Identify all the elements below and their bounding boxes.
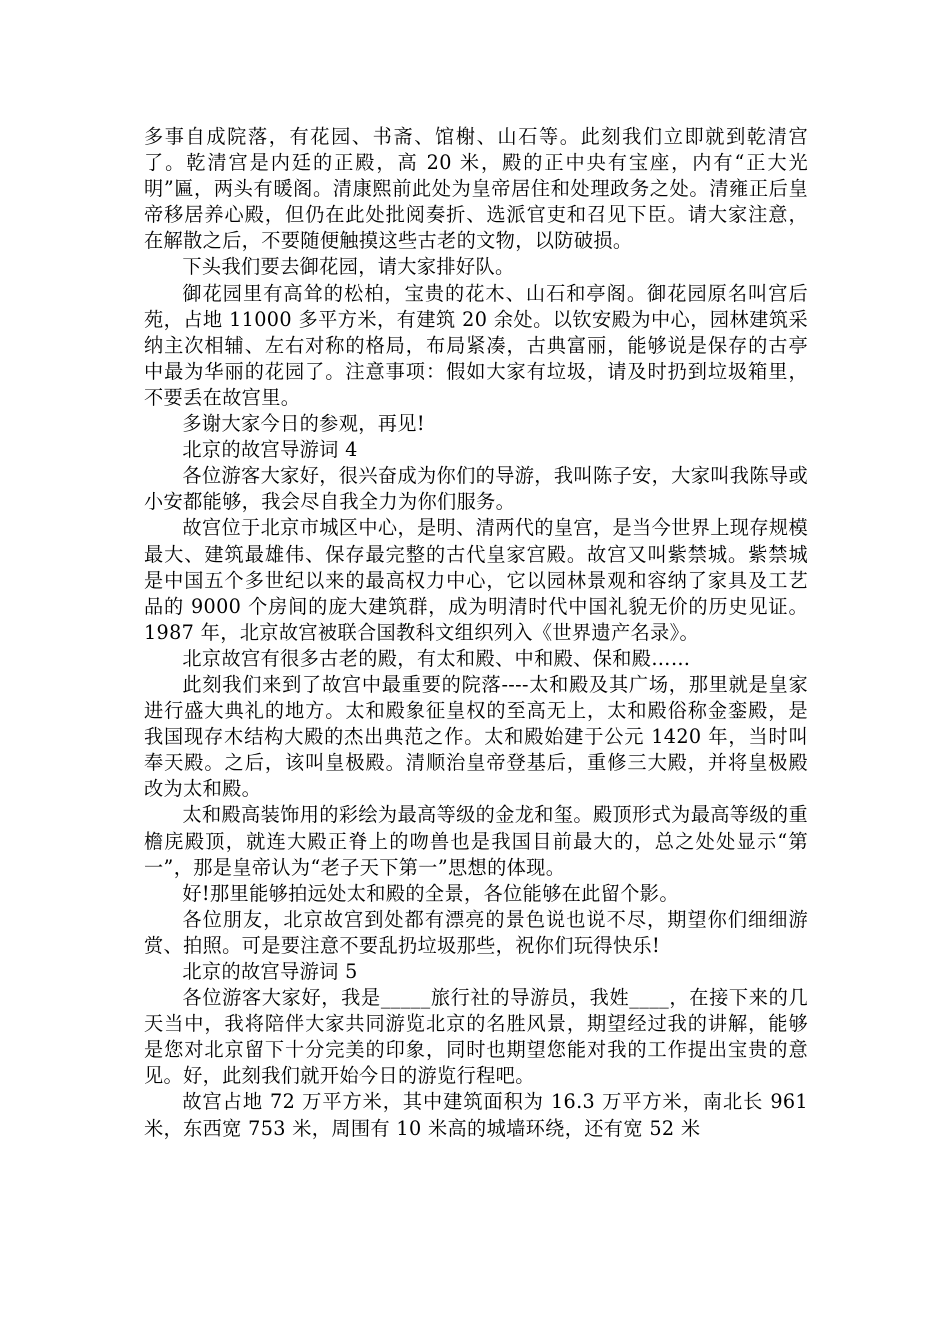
paragraph-6: 各位游客大家好，很兴奋成为你们的导游，我叫陈子安，大家叫我陈导或小安都能够，我会尽自我全力为你们服务。	[144, 464, 808, 514]
paragraph-8: 北京故宫有很多古老的殿，有太和殿、中和殿、保和殿……	[182, 646, 691, 670]
paragraph-9: 此刻我们来到了故宫中最重要的院落----太和殿及其广场，那里就是皇家进行盛大典礼的地方。太和殿象征皇权的至高无上，太和殿俗称金銮殿，是我国现存木结构大殿的杰出典范之作。太和殿始建于公元 1420 年，当时叫奉天殿。之后，该叫皇极殿。清顺治皇帝登基后，重修三大殿，并将皇极殿改为太和殿。	[144, 672, 808, 801]
paragraph-7: 故宫位于北京市城区中心，是明、清两代的皇宫，是当今世界上现存规模最大、建筑最雄伟、保存最完整的古代皇家宫殿。故宫又叫紫禁城。紫禁城是中国五个多世纪以来的最高权力中心，它以园林景观和容纳了家具及工艺品的 9000 个房间的庞大建筑群，成为明清时代中国礼貌无价的历史见证。1987 年，北京故宫被联合国教科文组织列入《世界遗产名录》。	[144, 516, 808, 644]
section-heading-4: 北京的故宫导游词 4	[182, 438, 358, 462]
paragraph-11: 好!那里能够拍远处太和殿的全景，各位能够在此留个影。	[182, 881, 679, 905]
paragraph-10: 太和殿高装饰用的彩绘为最高等级的金龙和玺。殿顶形式为最高等级的重檐庑殿顶，就连大殿正脊上的吻兽也是我国目前最大的，总之处处显示“第一”，那是皇帝认为“老子天下第一”思想的体现。	[144, 803, 808, 879]
paragraph-15: 故宫占地 72 万平方米，其中建筑面积为 16.3 万平方米，南北长 961 米，东西宽 753 米，周围有 10 米高的城墙环绕，还有宽 52 米	[144, 1090, 815, 1140]
paragraph-3: 御花园里有高耸的松柏，宝贵的花木、山石和亭阁。御花园原名叫宫后苑，占地 11000 多平方米，有建筑 20 余处。以钦安殿为中心，园林建筑采纳主次相辅、左右对称的格局，布局紧凑，古典富丽，能够说是保存的古亭中最为华丽的花园了。注意事项：假如大家有垃圾，请及时扔到垃圾箱里，不要丢在故宫里。	[144, 281, 808, 409]
paragraph-12: 各位朋友，北京故宫到处都有漂亮的景色说也说不尽，期望你们细细游赏、拍照。可是要注意不要乱扔垃圾那些，祝你们玩得快乐!	[144, 907, 808, 957]
document-body	[144, 124, 815, 1142]
paragraph-14: 各位游客大家好，我是_____旅行社的导游员，我姓____，在接下来的几天当中，我将陪伴大家共同游览北京的名胜风景，期望经过我的讲解，能够是您对北京留下十分完美的印象，同时也期望您能对我的工作提出宝贵的意见。好，此刻我们就开始今日的游览行程吧。	[144, 986, 808, 1088]
paragraph-4: 多谢大家今日的参观，再见!	[182, 412, 425, 436]
section-heading-5: 北京的故宫导游词 5	[182, 960, 358, 983]
paragraph-2: 下头我们要去御花园，请大家排好队。	[182, 255, 515, 279]
paragraph-1: 多事自成院落，有花园、书斋、馆榭、山石等。此刻我们立即就到乾清宫了。乾清宫是内廷的正殿，高 20 米，殿的正中央有宝座，内有“正大光明”匾，两头有暖阁。清康熙前此处为皇帝居住和处理政务之处。清雍正后皇帝移居养心殿，但仍在此处批阅奏折、选派官吏和召见下臣。请大家注意，在解散之后，不要随便触摸这些古老的文物，以防破损。	[144, 125, 808, 253]
